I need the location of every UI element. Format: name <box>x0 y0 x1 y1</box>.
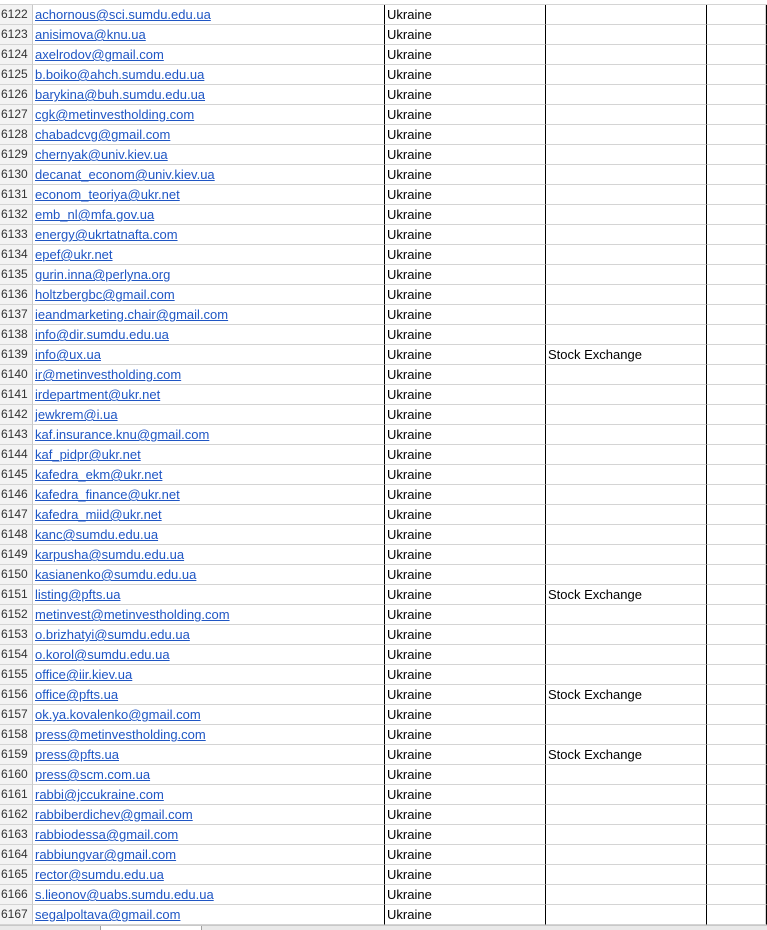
country-cell[interactable]: Ukraine <box>385 245 546 265</box>
country-cell[interactable]: Ukraine <box>385 445 546 465</box>
row-header[interactable]: 6150 <box>0 565 33 585</box>
empty-cell[interactable] <box>707 865 766 885</box>
country-cell[interactable]: Ukraine <box>385 725 546 745</box>
note-cell[interactable] <box>546 45 707 65</box>
table-row <box>0 805 767 825</box>
country-cell[interactable]: Ukraine <box>385 565 546 585</box>
row-header[interactable]: 6137 <box>0 305 33 325</box>
email-link-cell[interactable]: cgk@metinvestholding.com <box>33 105 385 125</box>
email-link-cell[interactable]: econom_teoriya@ukr.net <box>33 185 385 205</box>
empty-cell[interactable] <box>707 525 766 545</box>
email-link-cell[interactable]: ieandmarketing.chair@gmail.com <box>33 305 385 325</box>
country-cell[interactable]: Ukraine <box>385 325 546 345</box>
note-cell[interactable] <box>546 105 707 125</box>
email-link-cell[interactable]: barykina@buh.sumdu.edu.ua <box>33 85 385 105</box>
country-cell[interactable]: Ukraine <box>385 385 546 405</box>
email-link-cell[interactable]: kaf.insurance.knu@gmail.com <box>33 425 385 445</box>
country-cell[interactable]: Ukraine <box>385 345 546 365</box>
note-cell[interactable]: Stock Exchange <box>546 345 707 365</box>
note-cell[interactable] <box>546 565 707 585</box>
empty-cell[interactable] <box>707 565 766 585</box>
note-cell[interactable] <box>546 445 707 465</box>
empty-cell[interactable] <box>707 705 766 725</box>
empty-cell[interactable] <box>707 385 766 405</box>
row-header[interactable]: 6133 <box>0 225 33 245</box>
table-row <box>0 445 767 465</box>
empty-cell[interactable] <box>707 505 766 525</box>
row-header[interactable]: 6135 <box>0 265 33 285</box>
table-row <box>0 225 767 245</box>
email-link-cell[interactable]: segalpoltava@gmail.com <box>33 905 385 925</box>
row-header[interactable]: 6151 <box>0 585 33 605</box>
email-link-cell[interactable]: achornous@sci.sumdu.edu.ua <box>33 5 385 25</box>
email-link-cell[interactable]: o.korol@sumdu.edu.ua <box>33 645 385 665</box>
email-link-cell[interactable]: kafedra_finance@ukr.net <box>33 485 385 505</box>
email-link-cell[interactable]: emb_nl@mfa.gov.ua <box>33 205 385 225</box>
email-link-cell[interactable]: decanat_econom@univ.kiev.ua <box>33 165 385 185</box>
row-header[interactable]: 6149 <box>0 545 33 565</box>
email-link-cell[interactable]: ir@metinvestholding.com <box>33 365 385 385</box>
empty-cell[interactable] <box>707 305 766 325</box>
table-row <box>0 625 767 645</box>
email-link-cell[interactable]: karpusha@sumdu.edu.ua <box>33 545 385 565</box>
row-header[interactable]: 6152 <box>0 605 33 625</box>
note-cell[interactable] <box>546 825 707 845</box>
table-row <box>0 125 767 145</box>
note-cell[interactable]: Stock Exchange <box>546 745 707 765</box>
country-cell[interactable]: Ukraine <box>385 785 546 805</box>
note-cell[interactable] <box>546 525 707 545</box>
note-cell[interactable] <box>546 385 707 405</box>
country-cell[interactable]: Ukraine <box>385 665 546 685</box>
empty-cell[interactable] <box>707 285 766 305</box>
table-row <box>0 105 767 125</box>
country-cell[interactable]: Ukraine <box>385 745 546 765</box>
table-row <box>0 685 767 705</box>
empty-cell[interactable] <box>707 345 766 365</box>
email-link-cell[interactable]: holtzbergbc@gmail.com <box>33 285 385 305</box>
email-link-cell[interactable]: gurin.inna@perlyna.org <box>33 265 385 285</box>
country-cell[interactable]: Ukraine <box>385 885 546 905</box>
country-cell[interactable]: Ukraine <box>385 185 546 205</box>
empty-cell[interactable] <box>707 5 766 25</box>
table-row <box>0 385 767 405</box>
country-cell[interactable]: Ukraine <box>385 65 546 85</box>
table-row <box>0 25 767 45</box>
email-link-cell[interactable]: anisimova@knu.ua <box>33 25 385 45</box>
email-link-cell[interactable]: rabbiberdichev@gmail.com <box>33 805 385 825</box>
empty-cell[interactable] <box>707 805 766 825</box>
table-row <box>0 185 767 205</box>
empty-cell[interactable] <box>707 365 766 385</box>
row-header[interactable]: 6144 <box>0 445 33 465</box>
row-header[interactable]: 6165 <box>0 865 33 885</box>
row-header[interactable]: 6157 <box>0 705 33 725</box>
country-cell[interactable]: Ukraine <box>385 645 546 665</box>
country-cell[interactable]: Ukraine <box>385 85 546 105</box>
country-cell[interactable]: Ukraine <box>385 105 546 125</box>
row-header[interactable]: 6147 <box>0 505 33 525</box>
email-link-cell[interactable]: rabbiodessa@gmail.com <box>33 825 385 845</box>
note-cell[interactable] <box>546 645 707 665</box>
table-row <box>0 5 767 25</box>
email-link-cell[interactable]: irdepartment@ukr.net <box>33 385 385 405</box>
country-cell[interactable]: Ukraine <box>385 205 546 225</box>
note-cell[interactable] <box>546 65 707 85</box>
empty-cell[interactable] <box>707 585 766 605</box>
empty-cell[interactable] <box>707 205 766 225</box>
empty-cell[interactable] <box>707 405 766 425</box>
row-header[interactable]: 6140 <box>0 365 33 385</box>
note-cell[interactable] <box>546 425 707 445</box>
table-row <box>0 865 767 885</box>
country-cell[interactable]: Ukraine <box>385 165 546 185</box>
email-link-cell[interactable]: o.brizhatyi@sumdu.edu.ua <box>33 625 385 645</box>
note-cell[interactable] <box>546 25 707 45</box>
country-cell[interactable]: Ukraine <box>385 805 546 825</box>
country-cell[interactable]: Ukraine <box>385 525 546 545</box>
table-row <box>0 85 767 105</box>
empty-cell[interactable] <box>707 645 766 665</box>
country-cell[interactable]: Ukraine <box>385 405 546 425</box>
table-row <box>0 325 767 345</box>
table-row <box>0 485 767 505</box>
country-cell[interactable]: Ukraine <box>385 825 546 845</box>
country-cell[interactable]: Ukraine <box>385 25 546 45</box>
empty-cell[interactable] <box>707 905 766 925</box>
table-row <box>0 885 767 905</box>
note-cell[interactable] <box>546 545 707 565</box>
row-header[interactable]: 6142 <box>0 405 33 425</box>
email-link-cell[interactable]: office@pfts.ua <box>33 685 385 705</box>
table-row <box>0 45 767 65</box>
row-header[interactable]: 6134 <box>0 245 33 265</box>
row-header[interactable]: 6125 <box>0 65 33 85</box>
email-link-cell[interactable]: press@scm.com.ua <box>33 765 385 785</box>
table-row <box>0 165 767 185</box>
table-row <box>0 765 767 785</box>
empty-cell[interactable] <box>707 165 766 185</box>
empty-cell[interactable] <box>707 265 766 285</box>
sheet-tab-bar <box>0 925 767 930</box>
table-row <box>0 545 767 565</box>
table-row <box>0 205 767 225</box>
country-cell[interactable]: Ukraine <box>385 485 546 505</box>
empty-cell[interactable] <box>707 245 766 265</box>
empty-cell[interactable] <box>707 665 766 685</box>
table-row <box>0 585 767 605</box>
row-header[interactable]: 6123 <box>0 25 33 45</box>
empty-cell[interactable] <box>707 445 766 465</box>
email-link-cell[interactable]: chernyak@univ.kiev.ua <box>33 145 385 165</box>
row-header[interactable]: 6153 <box>0 625 33 645</box>
note-cell[interactable] <box>546 805 707 825</box>
empty-cell[interactable] <box>707 325 766 345</box>
table-row <box>0 285 767 305</box>
table-row <box>0 465 767 485</box>
row-header[interactable]: 6139 <box>0 345 33 365</box>
table-row <box>0 425 767 445</box>
email-link-cell[interactable]: metinvest@metinvestholding.com <box>33 605 385 625</box>
country-cell[interactable]: Ukraine <box>385 5 546 25</box>
row-header[interactable]: 6128 <box>0 125 33 145</box>
row-header[interactable]: 6145 <box>0 465 33 485</box>
note-cell[interactable] <box>546 125 707 145</box>
empty-cell[interactable] <box>707 685 766 705</box>
empty-cell[interactable] <box>707 105 766 125</box>
note-cell[interactable] <box>546 765 707 785</box>
note-cell[interactable]: Stock Exchange <box>546 585 707 605</box>
country-cell[interactable]: Ukraine <box>385 285 546 305</box>
note-cell[interactable] <box>546 205 707 225</box>
empty-cell[interactable] <box>707 825 766 845</box>
note-cell[interactable] <box>546 845 707 865</box>
table-row <box>0 705 767 725</box>
country-cell[interactable]: Ukraine <box>385 265 546 285</box>
empty-cell[interactable] <box>707 725 766 745</box>
row-header[interactable]: 6148 <box>0 525 33 545</box>
email-link-cell[interactable]: rector@sumdu.edu.ua <box>33 865 385 885</box>
country-cell[interactable]: Ukraine <box>385 585 546 605</box>
table-row <box>0 525 767 545</box>
empty-cell[interactable] <box>707 485 766 505</box>
email-link-cell[interactable]: listing@pfts.ua <box>33 585 385 605</box>
email-link-cell[interactable]: rabbi@jccukraine.com <box>33 785 385 805</box>
table-row <box>0 345 767 365</box>
row-header[interactable]: 6141 <box>0 385 33 405</box>
note-cell[interactable] <box>546 365 707 385</box>
table-row <box>0 745 767 765</box>
note-cell[interactable] <box>546 485 707 505</box>
row-header[interactable]: 6160 <box>0 765 33 785</box>
empty-cell[interactable] <box>707 65 766 85</box>
empty-cell[interactable] <box>707 885 766 905</box>
empty-cell[interactable] <box>707 625 766 645</box>
table-row <box>0 405 767 425</box>
note-cell[interactable] <box>546 285 707 305</box>
country-cell[interactable]: Ukraine <box>385 625 546 645</box>
table-row <box>0 145 767 165</box>
row-header[interactable]: 6124 <box>0 45 33 65</box>
table-row <box>0 605 767 625</box>
country-cell[interactable]: Ukraine <box>385 225 546 245</box>
empty-cell[interactable] <box>707 225 766 245</box>
empty-cell[interactable] <box>707 845 766 865</box>
note-cell[interactable] <box>546 145 707 165</box>
email-link-cell[interactable]: kaf_pidpr@ukr.net <box>33 445 385 465</box>
note-cell[interactable] <box>546 245 707 265</box>
country-cell[interactable]: Ukraine <box>385 305 546 325</box>
table-row <box>0 365 767 385</box>
email-link-cell[interactable]: office@iir.kiev.ua <box>33 665 385 685</box>
country-cell[interactable]: Ukraine <box>385 125 546 145</box>
note-cell[interactable] <box>546 705 707 725</box>
email-link-cell[interactable]: chabadcvg@gmail.com <box>33 125 385 145</box>
country-cell[interactable]: Ukraine <box>385 905 546 925</box>
row-header[interactable]: 6162 <box>0 805 33 825</box>
email-link-cell[interactable]: kafedra_miid@ukr.net <box>33 505 385 525</box>
country-cell[interactable]: Ukraine <box>385 365 546 385</box>
table-row <box>0 245 767 265</box>
note-cell[interactable] <box>546 505 707 525</box>
empty-cell[interactable] <box>707 85 766 105</box>
note-cell[interactable] <box>546 905 707 925</box>
table-row <box>0 905 767 925</box>
note-cell[interactable] <box>546 605 707 625</box>
row-header[interactable]: 6122 <box>0 5 33 25</box>
note-cell[interactable] <box>546 405 707 425</box>
note-cell[interactable] <box>546 325 707 345</box>
empty-cell[interactable] <box>707 545 766 565</box>
note-cell[interactable] <box>546 225 707 245</box>
note-cell[interactable] <box>546 725 707 745</box>
empty-cell[interactable] <box>707 785 766 805</box>
country-cell[interactable]: Ukraine <box>385 145 546 165</box>
email-link-cell[interactable]: jewkrem@i.ua <box>33 405 385 425</box>
email-link-cell[interactable]: rabbiungvar@gmail.com <box>33 845 385 865</box>
empty-cell[interactable] <box>707 425 766 445</box>
row-header[interactable]: 6159 <box>0 745 33 765</box>
country-cell[interactable]: Ukraine <box>385 465 546 485</box>
table-row <box>0 725 767 745</box>
email-link-cell[interactable]: press@pfts.ua <box>33 745 385 765</box>
row-header[interactable]: 6136 <box>0 285 33 305</box>
country-cell[interactable]: Ukraine <box>385 505 546 525</box>
row-header[interactable]: 6146 <box>0 485 33 505</box>
country-cell[interactable]: Ukraine <box>385 685 546 705</box>
empty-cell[interactable] <box>707 745 766 765</box>
row-header[interactable]: 6154 <box>0 645 33 665</box>
email-link-cell[interactable]: s.lieonov@uabs.sumdu.edu.ua <box>33 885 385 905</box>
empty-cell[interactable] <box>707 465 766 485</box>
note-cell[interactable] <box>546 665 707 685</box>
table-row <box>0 825 767 845</box>
row-header[interactable]: 6161 <box>0 785 33 805</box>
email-link-cell[interactable]: epef@ukr.net <box>33 245 385 265</box>
empty-cell[interactable] <box>707 145 766 165</box>
country-cell[interactable]: Ukraine <box>385 865 546 885</box>
note-cell[interactable] <box>546 465 707 485</box>
row-header[interactable]: 6155 <box>0 665 33 685</box>
country-cell[interactable]: Ukraine <box>385 545 546 565</box>
note-cell[interactable] <box>546 305 707 325</box>
country-cell[interactable]: Ukraine <box>385 845 546 865</box>
row-header[interactable]: 6143 <box>0 425 33 445</box>
table-row <box>0 65 767 85</box>
row-header[interactable]: 6129 <box>0 145 33 165</box>
table-row <box>0 665 767 685</box>
empty-cell[interactable] <box>707 185 766 205</box>
email-link-cell[interactable]: axelrodov@gmail.com <box>33 45 385 65</box>
email-link-cell[interactable]: info@ux.ua <box>33 345 385 365</box>
note-cell[interactable] <box>546 865 707 885</box>
row-header[interactable]: 6138 <box>0 325 33 345</box>
row-header[interactable]: 6156 <box>0 685 33 705</box>
email-link-cell[interactable]: energy@ukrtatnafta.com <box>33 225 385 245</box>
country-cell[interactable]: Ukraine <box>385 765 546 785</box>
table-row <box>0 565 767 585</box>
empty-cell[interactable] <box>707 125 766 145</box>
note-cell[interactable] <box>546 625 707 645</box>
note-cell[interactable]: Stock Exchange <box>546 685 707 705</box>
table-row <box>0 785 767 805</box>
table-row <box>0 305 767 325</box>
country-cell[interactable]: Ukraine <box>385 605 546 625</box>
row-header[interactable]: 6163 <box>0 825 33 845</box>
table-row <box>0 505 767 525</box>
note-cell[interactable] <box>546 265 707 285</box>
note-cell[interactable] <box>546 185 707 205</box>
empty-cell[interactable] <box>707 605 766 625</box>
row-header[interactable]: 6131 <box>0 185 33 205</box>
note-cell[interactable] <box>546 85 707 105</box>
note-cell[interactable] <box>546 785 707 805</box>
row-header[interactable]: 6164 <box>0 845 33 865</box>
country-cell[interactable]: Ukraine <box>385 705 546 725</box>
spreadsheet-grid <box>0 4 767 925</box>
empty-cell[interactable] <box>707 765 766 785</box>
email-link-cell[interactable]: kasianenko@sumdu.edu.ua <box>33 565 385 585</box>
email-link-cell[interactable]: kafedra_ekm@ukr.net <box>33 465 385 485</box>
email-link-cell[interactable]: ok.ya.kovalenko@gmail.com <box>33 705 385 725</box>
row-header[interactable]: 6130 <box>0 165 33 185</box>
row-header[interactable]: 6158 <box>0 725 33 745</box>
table-row <box>0 265 767 285</box>
row-header[interactable]: 6132 <box>0 205 33 225</box>
email-link-cell[interactable]: press@metinvestholding.com <box>33 725 385 745</box>
country-cell[interactable]: Ukraine <box>385 425 546 445</box>
empty-cell[interactable] <box>707 45 766 65</box>
note-cell[interactable] <box>546 885 707 905</box>
email-link-cell[interactable]: kanc@sumdu.edu.ua <box>33 525 385 545</box>
row-header[interactable]: 6167 <box>0 905 33 925</box>
row-header[interactable]: 6126 <box>0 85 33 105</box>
row-header[interactable]: 6127 <box>0 105 33 125</box>
note-cell[interactable] <box>546 165 707 185</box>
note-cell[interactable] <box>546 5 707 25</box>
country-cell[interactable]: Ukraine <box>385 45 546 65</box>
row-header[interactable]: 6166 <box>0 885 33 905</box>
table-row <box>0 845 767 865</box>
empty-cell[interactable] <box>707 25 766 45</box>
email-link-cell[interactable]: b.boiko@ahch.sumdu.edu.ua <box>33 65 385 85</box>
table-row <box>0 645 767 665</box>
email-link-cell[interactable]: info@dir.sumdu.edu.ua <box>33 325 385 345</box>
sheet-tab[interactable] <box>100 926 202 930</box>
